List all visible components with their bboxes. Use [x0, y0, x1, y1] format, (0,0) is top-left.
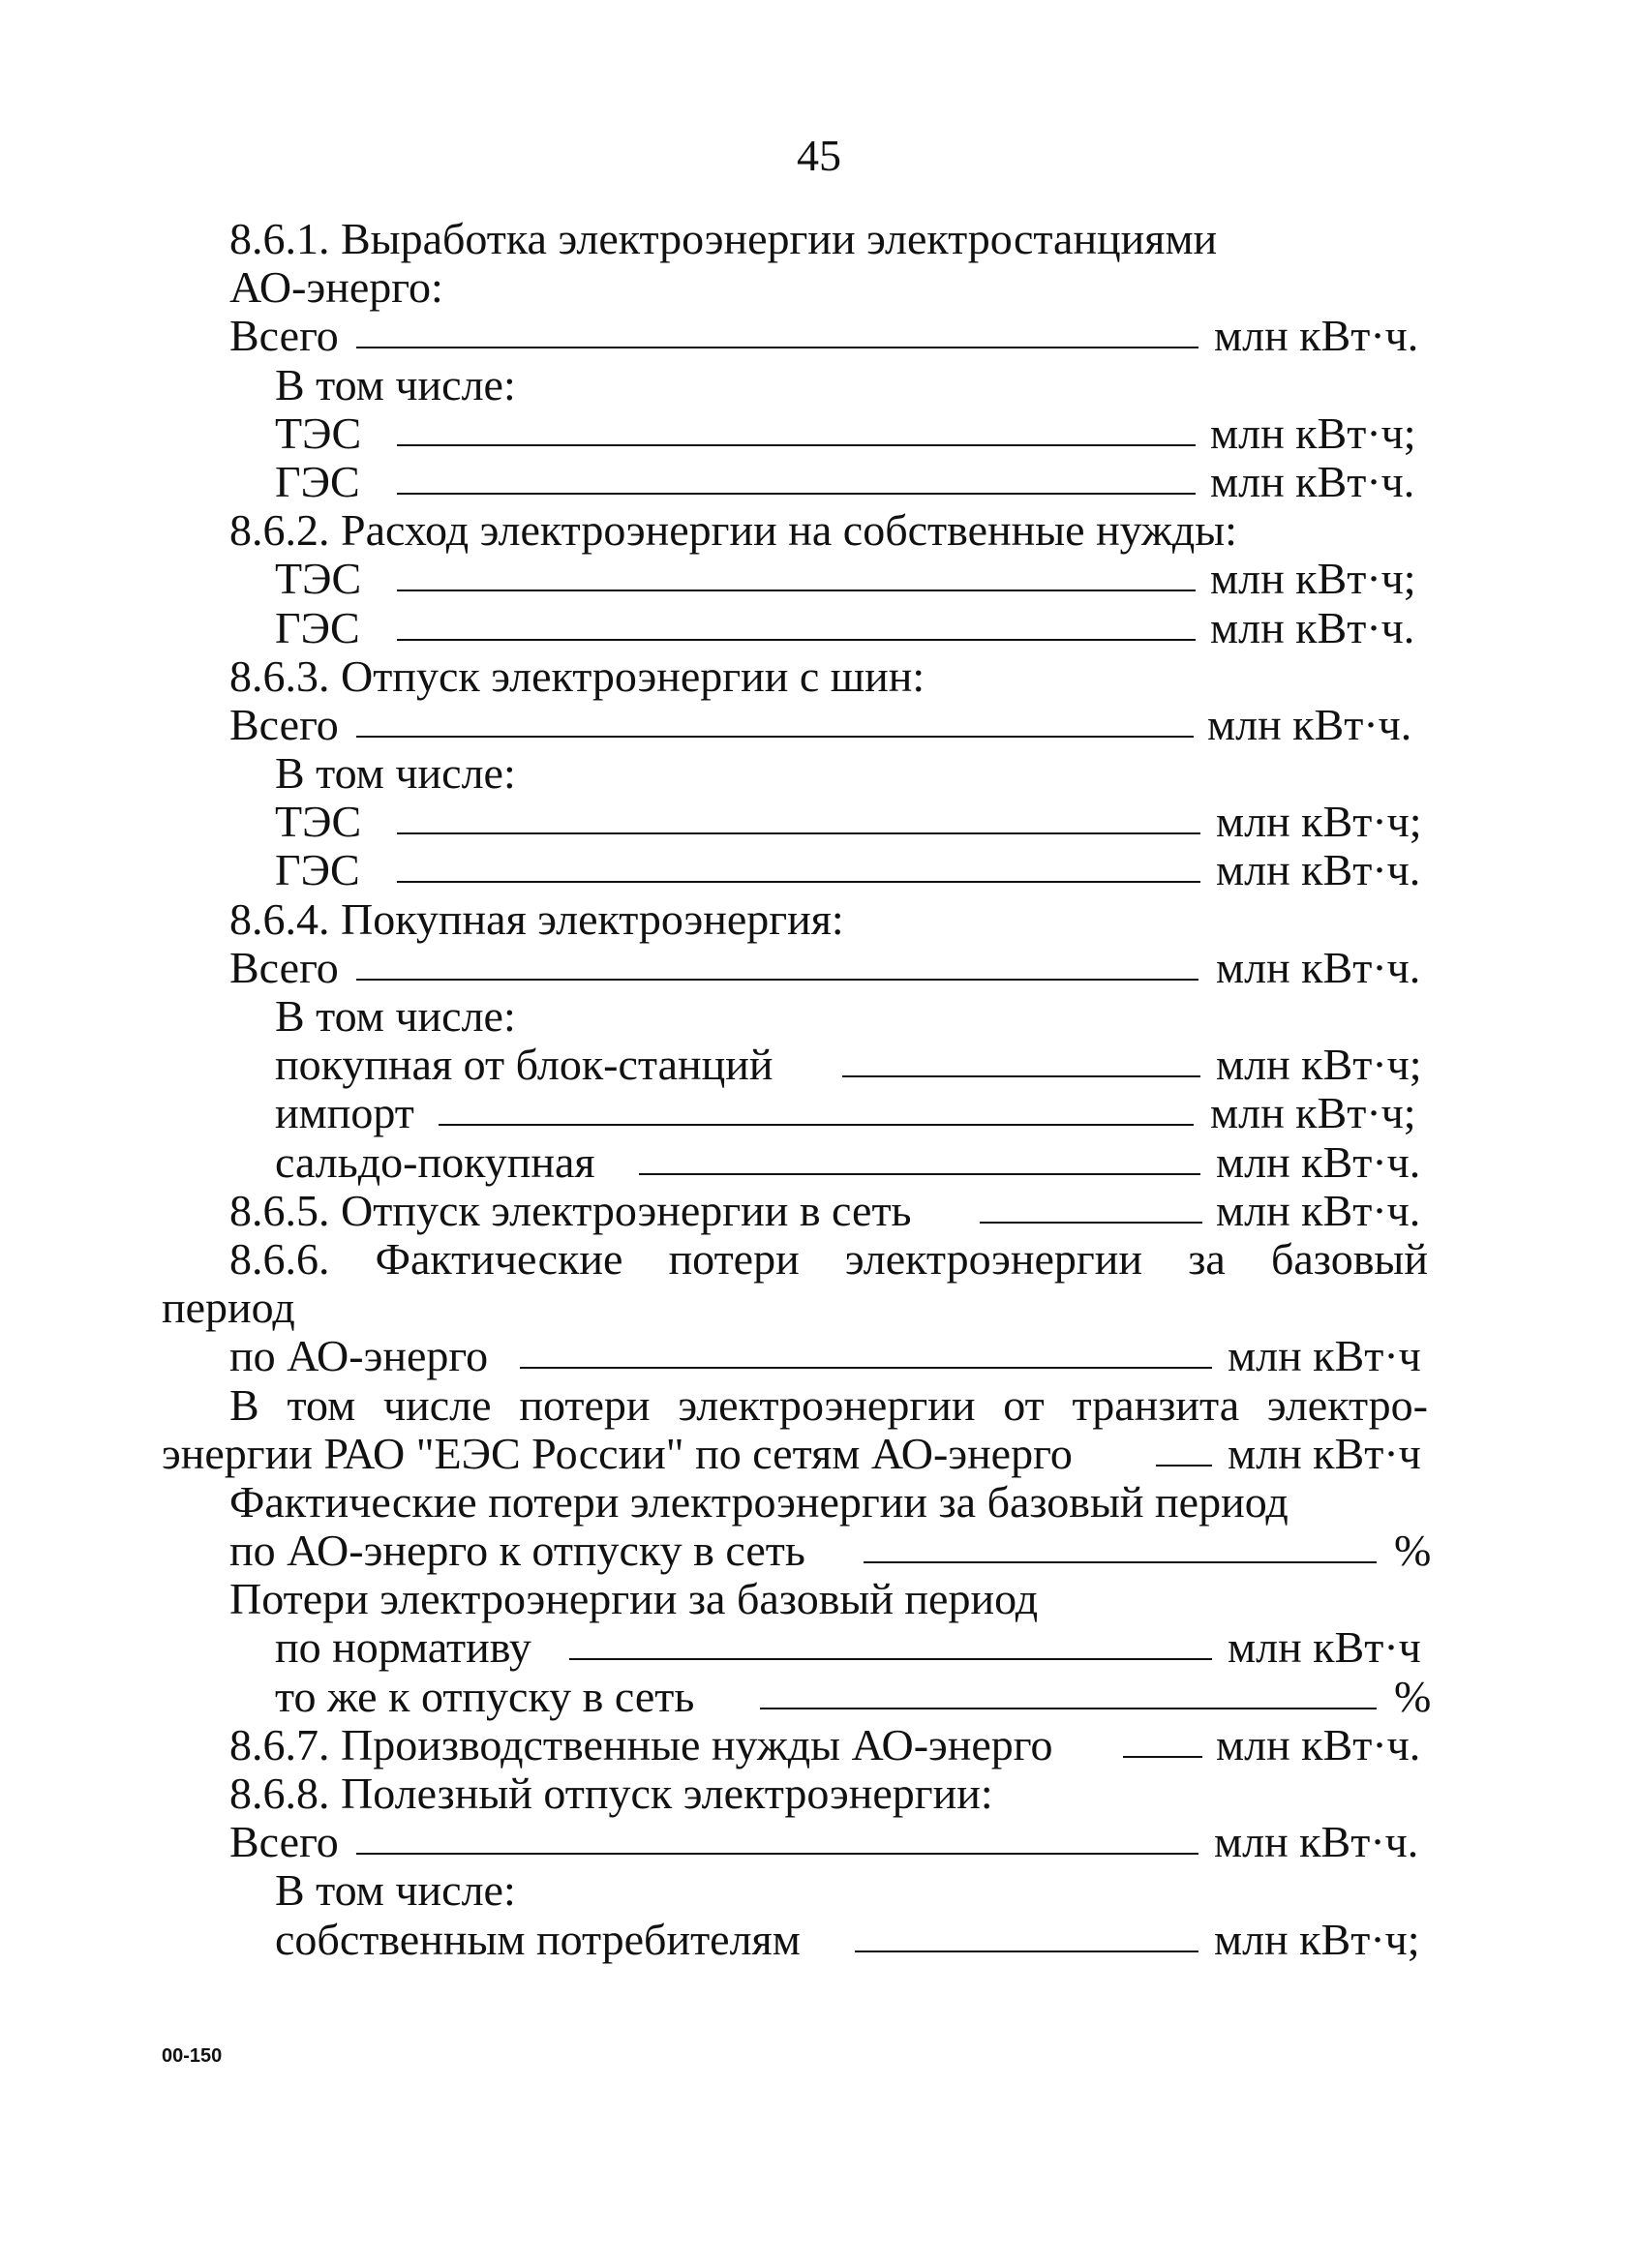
- actual-pct-heading-row: [0, 1478, 1638, 1527]
- field-label: то же к отпуску в сеть: [275, 1671, 695, 1721]
- form-row-saldo: [0, 1138, 1638, 1187]
- form-body: [0, 215, 1638, 1964]
- transit-paragraph: [229, 1381, 1428, 1430]
- paragraph-word: транзита: [1072, 1379, 1240, 1430]
- field-label: по АО-энерго: [229, 1331, 489, 1381]
- section-8-6-1-heading-row: [0, 215, 1638, 263]
- form-row-tes: [0, 555, 1638, 603]
- section-heading: 8.6.7. Производственные нужды АО-энерго: [229, 1719, 1053, 1769]
- section-heading: [229, 1235, 1428, 1284]
- heading-word: 8.6.6.: [229, 1233, 330, 1284]
- form-row-norm: [0, 1623, 1638, 1672]
- blank-field[interactable]: [569, 1658, 1212, 1660]
- field-label: импорт: [275, 1088, 414, 1138]
- blank-field[interactable]: [639, 1173, 1200, 1175]
- paragraph-text: Потери электроэнергии за базовый период: [229, 1574, 1039, 1624]
- field-label: ТЭС: [275, 554, 362, 604]
- including-label: В том числе:: [275, 991, 516, 1041]
- form-row-tes: [0, 409, 1638, 458]
- transit-paragraph-row: [0, 1381, 1638, 1430]
- section-heading: 8.6.4. Покупная электроэнергия:: [229, 893, 844, 944]
- heading-word: базовый: [1270, 1233, 1428, 1284]
- section-heading: 8.6.1. Выработка электроэнергии электростанциями: [229, 214, 1218, 263]
- blank-field[interactable]: [980, 1222, 1202, 1224]
- form-row-actual-pct: [0, 1527, 1638, 1575]
- blank-field[interactable]: [356, 347, 1198, 348]
- field-label: Всего: [229, 942, 339, 992]
- blank-field[interactable]: [520, 1367, 1212, 1369]
- section-8-6-6-heading-cont-row: [0, 1284, 1638, 1332]
- including-label: В том числе:: [275, 1865, 516, 1916]
- form-row-total: [0, 944, 1638, 992]
- form-row-same-pct: [0, 1673, 1638, 1721]
- unit-label: млн кВт·ч.: [1210, 456, 1415, 506]
- form-row-grid-supply: [0, 1187, 1638, 1235]
- unit-label: млн кВт·ч.: [1214, 311, 1419, 361]
- section-8-6-1-heading-cont-row: [0, 263, 1638, 312]
- unit-label: млн кВт·ч;: [1210, 554, 1416, 604]
- form-row-losses-ao: [0, 1332, 1638, 1380]
- norm-heading-row: [0, 1575, 1638, 1623]
- field-label: энергии РАО "ЕЭС России" по сетям АО-энерго: [162, 1428, 1073, 1478]
- paragraph-word: В: [229, 1379, 259, 1430]
- blank-field[interactable]: [760, 1708, 1377, 1709]
- section-heading: 8.6.2. Расход электроэнергии на собственные нужды:: [229, 505, 1237, 556]
- paragraph-text: Фактические потери электроэнергии за базовый период: [229, 1476, 1289, 1527]
- section-heading: 8.6.3. Отпуск электроэнергии с шин:: [229, 650, 925, 701]
- heading-word: электроэнергии: [844, 1233, 1143, 1284]
- unit-label: млн кВт·ч.: [1214, 1817, 1419, 1867]
- form-row-ges: [0, 846, 1638, 894]
- form-row-block-stations: [0, 1041, 1638, 1089]
- including-label: В том числе:: [275, 748, 516, 799]
- page-number: 45: [797, 131, 841, 180]
- field-label: по АО-энерго к отпуску в сеть: [229, 1526, 805, 1576]
- heading-word: за: [1188, 1233, 1226, 1284]
- field-label: ГЭС: [275, 456, 360, 506]
- blank-field[interactable]: [397, 639, 1196, 641]
- unit-label: млн кВт·ч.: [1216, 1185, 1421, 1235]
- unit-label: млн кВт·ч.: [1216, 942, 1421, 992]
- unit-label: млн кВт·ч;: [1210, 408, 1416, 458]
- including-row: [0, 992, 1638, 1041]
- form-row-transit-losses: [0, 1430, 1638, 1478]
- field-label: по нормативу: [275, 1622, 531, 1673]
- field-label: покупная от блок-станций: [275, 1040, 774, 1090]
- section-heading-cont: АО-энерго:: [229, 262, 443, 313]
- blank-field[interactable]: [864, 1561, 1377, 1563]
- form-row-ges: [0, 458, 1638, 506]
- unit-label: %: [1394, 1671, 1432, 1721]
- blank-field[interactable]: [1123, 1756, 1202, 1758]
- unit-label: млн кВт·ч;: [1210, 1088, 1416, 1138]
- including-row: [0, 749, 1638, 798]
- unit-label: млн кВт·ч.: [1207, 699, 1412, 749]
- paragraph-word: электроэнергии: [678, 1379, 976, 1430]
- section-heading-cont: период: [162, 1283, 295, 1333]
- paragraph-word: числе: [383, 1379, 492, 1430]
- section-heading: 8.6.5. Отпуск электроэнергии в сеть: [229, 1185, 912, 1235]
- blank-field[interactable]: [356, 979, 1198, 981]
- unit-label: млн кВт·ч;: [1214, 1914, 1420, 1964]
- field-label: Всего: [229, 311, 339, 361]
- field-label: сальдо-покупная: [275, 1136, 595, 1187]
- blank-field[interactable]: [356, 736, 1194, 738]
- section-heading: 8.6.8. Полезный отпуск электроэнергии:: [229, 1769, 993, 1818]
- form-row-total: [0, 1818, 1638, 1866]
- field-label: собственным потребителям: [275, 1914, 801, 1964]
- section-8-6-2-heading-row: [0, 506, 1638, 555]
- blank-field[interactable]: [439, 1124, 1194, 1126]
- unit-label: млн кВт·ч.: [1216, 845, 1421, 895]
- section-8-6-6-heading-row: [0, 1235, 1638, 1284]
- blank-field[interactable]: [397, 832, 1200, 834]
- blank-field[interactable]: [397, 590, 1196, 591]
- including-row: [0, 1866, 1638, 1915]
- unit-label: млн кВт·ч: [1228, 1428, 1421, 1478]
- unit-label: млн кВт·ч;: [1216, 1040, 1422, 1090]
- blank-field[interactable]: [397, 493, 1196, 495]
- paragraph-word: от: [1003, 1379, 1045, 1430]
- blank-field[interactable]: [842, 1075, 1200, 1077]
- unit-label: млн кВт·ч.: [1216, 1719, 1421, 1769]
- blank-field[interactable]: [397, 881, 1200, 883]
- unit-label: млн кВт·ч: [1228, 1622, 1421, 1673]
- form-row-production-needs: [0, 1721, 1638, 1769]
- heading-word: потери: [668, 1233, 800, 1284]
- field-label: ГЭС: [275, 845, 360, 895]
- form-row-total: [0, 701, 1638, 749]
- unit-label: млн кВт·ч: [1228, 1331, 1421, 1381]
- blank-field[interactable]: [356, 1853, 1198, 1855]
- form-row-total: [0, 312, 1638, 360]
- including-row: [0, 361, 1638, 409]
- footer-code: 00-150: [162, 2045, 223, 2067]
- unit-label: млн кВт·ч;: [1216, 797, 1422, 847]
- form-row-import: [0, 1089, 1638, 1137]
- section-8-6-3-heading-row: [0, 652, 1638, 701]
- field-label: Всего: [229, 699, 339, 749]
- field-label: Всего: [229, 1817, 339, 1867]
- heading-word: Фактические: [375, 1233, 623, 1284]
- paragraph-word: электро-: [1266, 1379, 1428, 1430]
- field-label: ТЭС: [275, 408, 362, 458]
- field-label: ГЭС: [275, 602, 360, 652]
- section-8-6-8-heading-row: [0, 1769, 1638, 1818]
- unit-label: %: [1394, 1526, 1432, 1576]
- including-label: В том числе:: [275, 359, 516, 409]
- form-row-ges: [0, 604, 1638, 652]
- unit-label: млн кВт·ч.: [1210, 602, 1415, 652]
- blank-field[interactable]: [1156, 1465, 1212, 1467]
- field-label: ТЭС: [275, 797, 362, 847]
- form-row-own-consumers: [0, 1916, 1638, 1964]
- form-row-tes: [0, 798, 1638, 846]
- paragraph-word: потери: [519, 1379, 651, 1430]
- blank-field[interactable]: [855, 1950, 1198, 1952]
- section-8-6-4-heading-row: [0, 895, 1638, 944]
- paragraph-word: том: [287, 1379, 356, 1430]
- blank-field[interactable]: [397, 444, 1196, 446]
- unit-label: млн кВт·ч.: [1216, 1136, 1421, 1187]
